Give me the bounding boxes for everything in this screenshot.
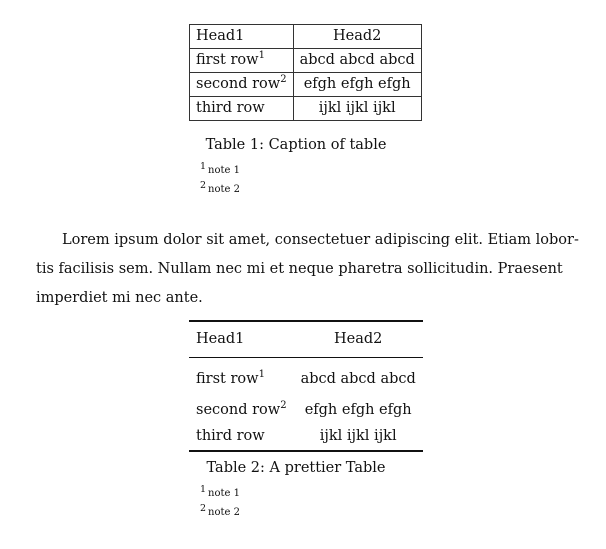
table-row <box>189 358 423 399</box>
note-text: note 1 <box>208 165 240 176</box>
table-cell-label <box>190 97 294 121</box>
paragraph-line: imperdiet mi nec ante. <box>36 290 203 306</box>
table-header-cell: Head2 <box>294 321 423 358</box>
row-label: third row <box>196 100 265 117</box>
table-2 <box>189 320 423 452</box>
row-label: first row <box>196 370 259 387</box>
table-2-note-1 <box>200 484 240 499</box>
footnote-mark: 1 <box>258 50 265 62</box>
table-header-cell: Head1 <box>189 321 294 358</box>
table-header-row <box>189 321 423 358</box>
table-1-caption: Table 1: Caption of table <box>205 137 387 153</box>
table-1-note-2 <box>200 180 240 195</box>
table-cell-value: abcd abcd abcd <box>293 49 421 73</box>
body-paragraph <box>36 226 579 313</box>
row-label: third row <box>196 428 265 445</box>
note-mark: 1 <box>200 484 207 495</box>
note-mark: 2 <box>200 180 207 191</box>
note-text: note 2 <box>208 507 240 518</box>
table-2-caption: Table 2: A prettier Table <box>206 460 386 476</box>
table-2-note-2 <box>200 503 240 518</box>
table-cell-value: efgh efgh efgh <box>293 73 421 97</box>
table-cell-value: efgh efgh efgh <box>304 402 412 419</box>
row-label: first row <box>196 52 259 69</box>
paragraph-line: tis facilisis sem. Nullam nec mi et neque pharetra sollicitudin. Praesent <box>36 261 563 277</box>
paragraph-line: Lorem ipsum dolor sit amet, consectetuer adipiscing elit. Etiam lobor- <box>62 232 579 248</box>
table-cell-label <box>189 358 294 399</box>
table-row <box>189 398 423 423</box>
table-1-note-1 <box>200 161 240 176</box>
table-row <box>190 73 422 97</box>
table-header-cell: Head2 <box>293 25 421 49</box>
table-cell-value: ijkl ijkl ijkl <box>294 423 423 451</box>
table-cell-label <box>189 398 294 423</box>
row-label: second row <box>196 402 281 419</box>
table-cell-label <box>190 73 294 97</box>
footnote-mark: 2 <box>280 400 287 412</box>
table-cell-value: ijkl ijkl ijkl <box>293 97 421 121</box>
note-mark: 2 <box>200 503 207 514</box>
table-1 <box>189 24 422 121</box>
note-text: note 2 <box>208 184 240 195</box>
table-row <box>190 49 422 73</box>
row-label: second row <box>196 76 281 93</box>
table-cell-value: abcd abcd abcd <box>294 358 423 399</box>
footnote-mark: 2 <box>280 74 287 86</box>
table-header-row <box>190 25 422 49</box>
table-row <box>190 97 422 121</box>
table-row <box>189 423 423 451</box>
note-text: note 1 <box>208 488 240 499</box>
table-cell-label <box>189 423 294 451</box>
table-cell-label <box>190 49 294 73</box>
footnote-mark: 1 <box>258 368 265 380</box>
note-mark: 1 <box>200 161 207 172</box>
table-header-cell: Head1 <box>190 25 294 49</box>
